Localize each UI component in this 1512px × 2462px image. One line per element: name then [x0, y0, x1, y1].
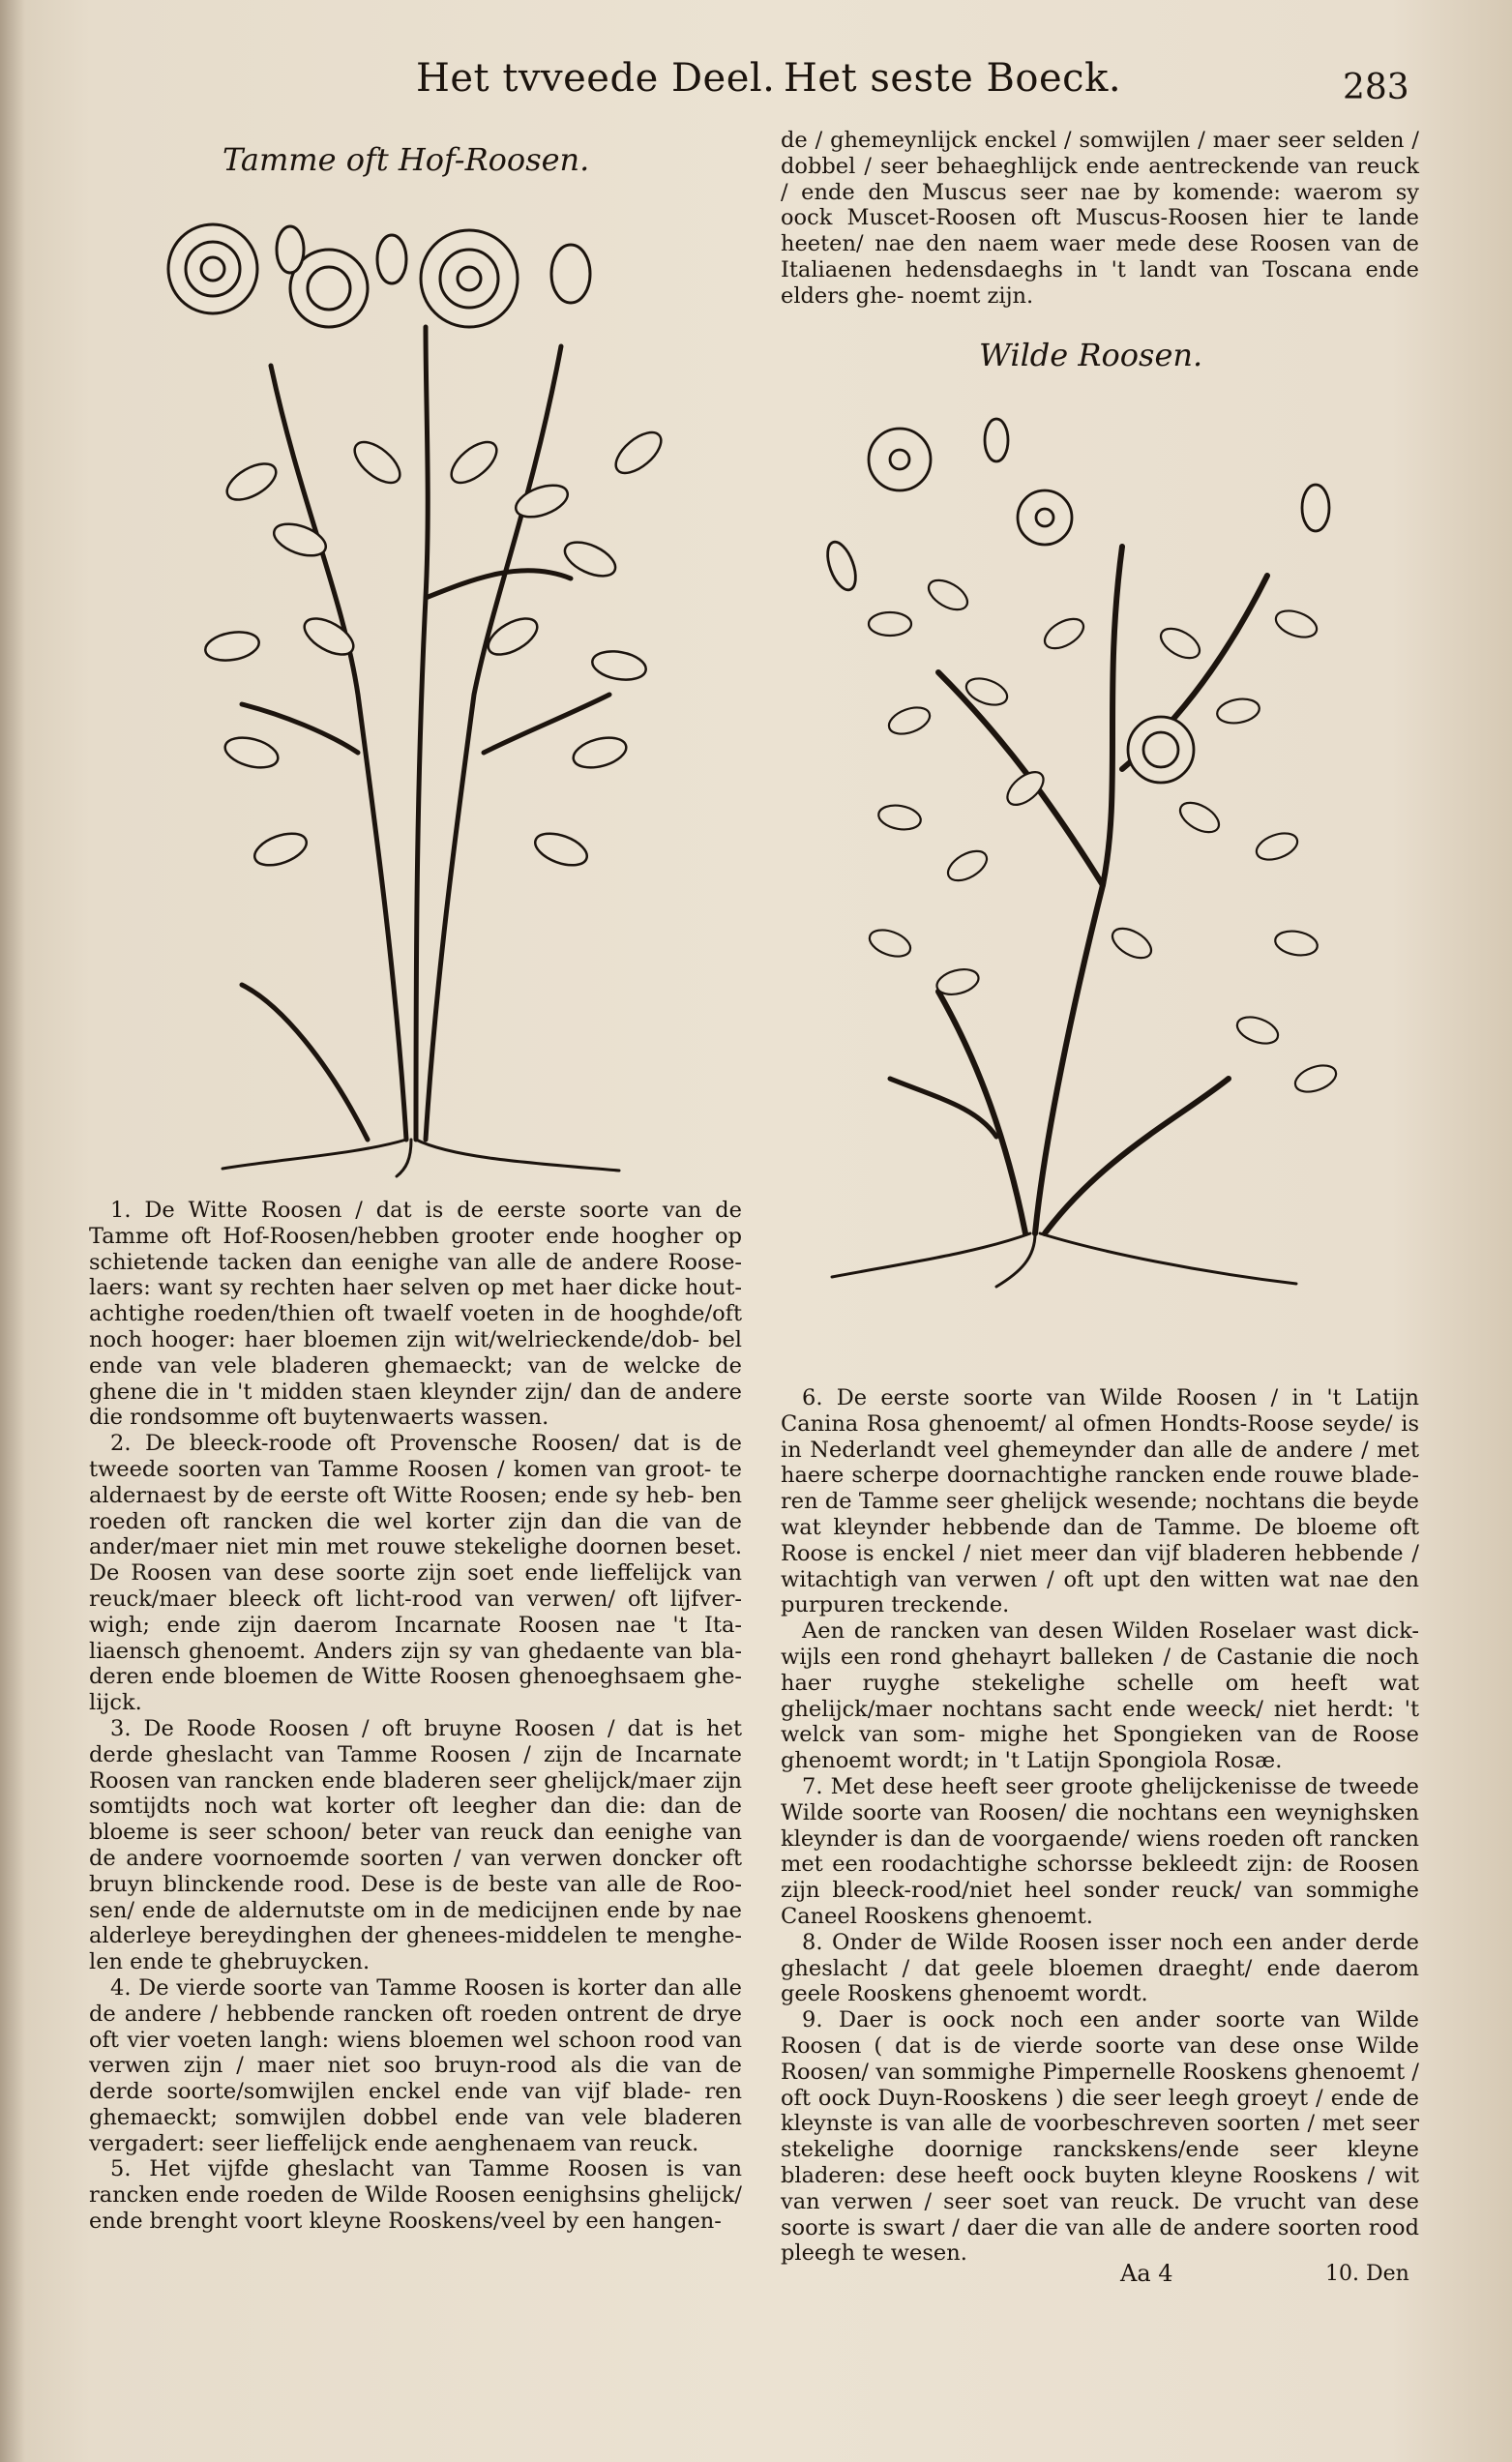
- paragraph: 1. De Witte Roosen / dat is de eerste soorte van de Tamme oft Hof-Roosen/hebben grooter ende hoogher op schietende tacken dan eenighe van alle de andere Roose- laers: want sy rechten haer selven op met haer dicke hout- achtighe roeden/thien oft twaelf voeten in de hooghde/oft noch hooger: haer bloemen zijn wit/welrieckende/dob- bel ende van vele bladeren ghemaeckt; van de welcke de ghene die in 't midden staen kleynder zijn/ dan de andere die rondsomme oft buytenwaerts wassen.: [89, 1198, 742, 1431]
- running-head-right: Het seste Boeck.: [784, 56, 1122, 101]
- running-head-left: Het tvveede Deel.: [416, 56, 776, 101]
- paragraph: 4. De vierde soorte van Tamme Roosen is korter dan alle de andere / hebbende rancken oft roeden ontrent de drye oft vier voeten langh: wiens bloemen wel schoon rood van verwen zijn / maer niet soo bruyn-rood als die van de derde soorte/somwijlen enckel ende van vijf blade- ren ghemaeckt; somwijlen dobbel ende van vele bladeren vergadert: seer lieffelijck ende aenghenaem van reuck.: [89, 1974, 742, 2156]
- catchword: 10. Den: [1325, 2262, 1409, 2286]
- figure-caption-left: Tamme oft Hof-Roosen.: [222, 141, 590, 178]
- gutter-shadow: [0, 0, 25, 2462]
- paragraph: 2. De bleeck-roode oft Provensche Roosen/ dat is de tweede soorten van Tamme Roosen / komen van groot- te aldernaest by de eerste oft Witte Roosen; ende sy heb- ben roeden oft rancken die wel korter zijn dan die van de ander/maer niet min met rouwe stekelighe doornen beset. De Roosen van dese soorte zijn soet ende lieffelijck van reuck/maer bleeck oft licht-rood van verwen/ oft lijfver- wigh; ende zijn daerom Incarnate Roosen nae 't Ita- liaensch ghenoemt. Anders zijn sy van ghedaente van bla- deren ende bloemen de Witte Roosen ghenoeghsaem ghe- lijck.: [89, 1431, 742, 1716]
- paragraph: Aen de rancken van desen Wilden Roselaer wast dick- wijls een rond ghehayrt balleken / de Castanie die noch haer ruyghe stekelighe schelle om heeft wat ghelijck/maer nochtans sacht ende weeck/ niet herdt: 't welck van som- mighe het Spongieken van de Roose ghenoemt wordt; in 't Latijn Spongiola Rosæ.: [781, 1618, 1419, 1774]
- signature-mark: Aa 4: [1120, 2260, 1173, 2287]
- right-column-text: [781, 1385, 1419, 2267]
- figure-caption-right: Wilde Roosen.: [979, 337, 1203, 373]
- wild-rose-woodcut-icon: [813, 401, 1354, 1330]
- paragraph: 3. De Roode Roosen / oft bruyne Roosen / dat is het derde gheslacht van Tamme Roosen / zijn de Incarnate Roosen van rancken ende bladeren seer ghelijck/maer zijn somtijdts noch wat korter oft leegher dan die: dan de bloeme is seer schoon/ beter van reuck dan eenighe van de andere voornoemde soorten / van verwen doncker oft bruyn blinckende rood. Dese is de beste van alle de Roo- sen/ ende de aldernutste om in de medicijnen ende by nae alderleye bereydinghen der ghenees-middelen te menghe- len ende te ghebruycken.: [89, 1715, 742, 1975]
- paragraph: 9. Daer is oock noch een ander soorte van Wilde Roosen ( dat is de vierde soorte van dese onse Wilde Roosen/ van sommighe Pimpernelle Rooskens ghenoemt / oft oock Duyn-Rooskens ) die seer leegh groeyt / ende de kleynste is van alle de voorbeschreven soorten / met seer stekelighe doornige ranckskens/ende seer kleyne bladeren: dese heeft oock buyten kleyne Rooskens / wit van verwen / seer soet van reuck. De vrucht van dese soorte is swart / daer die van alle de andere soorten rood pleegh te wesen.: [781, 2007, 1419, 2267]
- paragraph: de / ghemeynlijck enckel / somwijlen / maer seer selden / dobbel / seer behaeghlijck ende aentreckende van reuck / ende den Muscus seer nae by komende: waerom sy oock Muscet-Roosen oft Muscus-Roosen hier te lande heeten/ nae den naem waer mede dese Roosen van de Italiaenen hedensdaeghs in 't landt van Toscana ende elders ghe- noemt zijn.: [781, 128, 1419, 309]
- page-number: 283: [1343, 68, 1409, 107]
- rose-bush-woodcut-icon: [135, 211, 706, 1178]
- left-column-text: [89, 1198, 742, 2235]
- paragraph: 5. Het vijfde gheslacht van Tamme Roosen is van rancken ende roeden de Wilde Roosen eenighsins ghelijck/ ende brenght voort kleyne Rooskens/veel by een hangen-: [89, 2156, 742, 2235]
- paragraph: 7. Met dese heeft seer groote ghelijckenisse de tweede Wilde soorte van Roosen/ die nochtans een weynighsken kleynder is dan de voorgaende/ wiens roeden oft rancken met een roodachtighe schorsse bekleedt zijn: de Roosen zijn bleeck-rood/niet heel sonder reuck/ van sommighe Caneel Rooskens ghenoemt.: [781, 1773, 1419, 1929]
- paragraph: 8. Onder de Wilde Roosen isser noch een ander derde gheslacht / dat geele bloemen draeght/ ende daerom geele Rooskens ghenoemt wordt.: [781, 1929, 1419, 2007]
- paragraph: 6. De eerste soorte van Wilde Roosen / in 't Latijn Canina Rosa ghenoemt/ al ofmen Hondts-Roose seyde/ is in Nederlandt veel ghemeynder dan alle de andere / met haere scherpe doornachtighe rancken ende rouwe blade- ren de Tamme seer ghelijck wesende; nochtans die beyde wat kleynder hebbende dan de Tamme. De bloeme oft Roose is enckel / niet meer dan vijf bladeren hebbende / witachtigh van verwen / oft upt den witten wat nae den purpuren treckende.: [781, 1385, 1419, 1618]
- right-column-continuation: [781, 128, 1419, 310]
